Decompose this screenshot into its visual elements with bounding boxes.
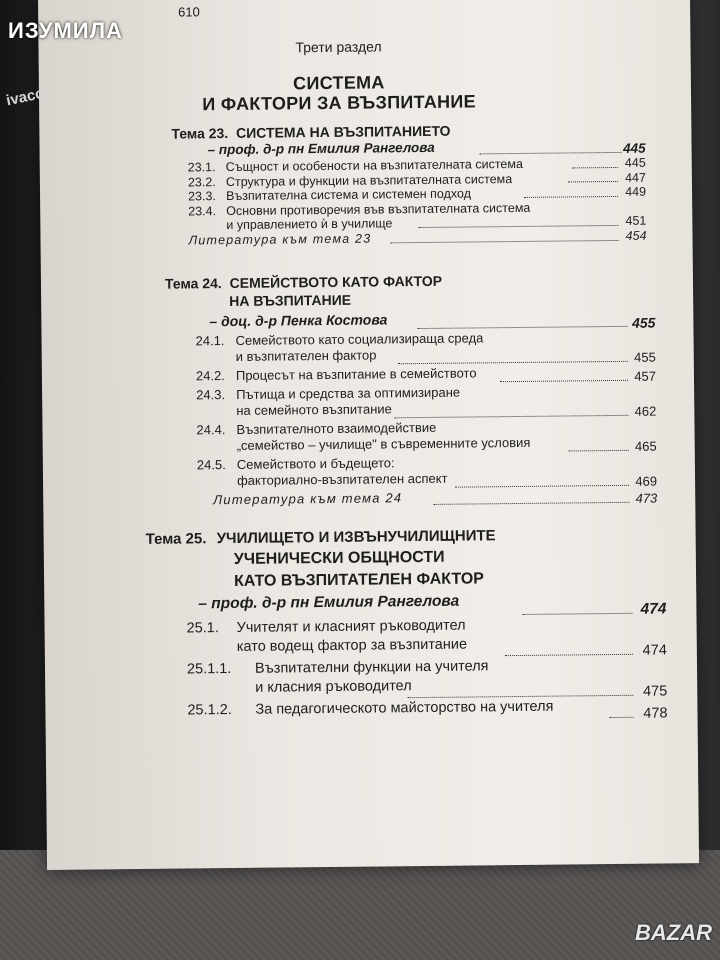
page-ref: 469 xyxy=(635,473,658,489)
item-number: 25.1. xyxy=(186,620,219,637)
item-title: и управлението ѝ в училище xyxy=(226,216,393,233)
page-ref: 449 xyxy=(625,184,647,199)
page-number: 610 xyxy=(178,4,200,20)
toc-topic-25 xyxy=(146,527,668,725)
title-line: СИСТЕМА xyxy=(292,72,385,94)
page-ref: 473 xyxy=(635,490,658,506)
topic-title: КАТО ВЪЗПИТАТЕЛЕН ФАКТОР xyxy=(234,570,485,590)
page-ref: 455 xyxy=(633,349,656,365)
page-ref: 447 xyxy=(624,170,646,185)
item-title: на семейното възпитание xyxy=(236,401,392,418)
item-number: 23.1. xyxy=(187,160,216,175)
page-ref: 455 xyxy=(631,314,656,331)
toc-topic-24 xyxy=(165,272,657,511)
toc-item xyxy=(147,698,667,725)
topic-title: СИСТЕМА НА ВЪЗПИТАНИЕТО xyxy=(235,122,451,141)
page-ref: 474 xyxy=(640,599,667,618)
item-title: Структура и функции на възпитателната система xyxy=(225,171,513,189)
bazar-logo: BAZAR xyxy=(635,920,712,945)
item-title: За педагогическото майсторство на учителя xyxy=(255,698,554,718)
item-title: факториално-възпитателен аспект xyxy=(236,470,448,488)
item-title: „семейство – училище" в съвременните условия xyxy=(236,434,531,453)
item-title: Възпитателното взаимодействие xyxy=(236,419,437,437)
book-page xyxy=(38,0,699,870)
toc-literature xyxy=(167,489,657,511)
item-title: като водещ фактор за възпитание xyxy=(236,636,468,655)
item-title: Пътища и средства за оптимизиране xyxy=(236,384,461,402)
item-number: 24.2. xyxy=(195,368,225,384)
background-brand-text: ivacor xyxy=(4,83,52,110)
item-title: Същност и особености на възпитателната система xyxy=(225,156,523,175)
topic-title: НА ВЪЗПИТАНИЕ xyxy=(229,291,352,310)
author-name: – проф. д-р пн Емилия Рангелова xyxy=(207,139,435,158)
item-number: 23.2. xyxy=(187,174,216,189)
topic-title: СЕМЕЙСТВОТО КАТО ФАКТОР xyxy=(229,272,443,292)
topic-number: Тема 23. xyxy=(171,125,229,142)
author-name: – доц. д-р Пенка Костова xyxy=(209,311,388,330)
title-line: И ФАКТОРИ ЗА ВЪЗПИТАНИЕ xyxy=(202,91,477,115)
item-number: 24.4. xyxy=(196,422,226,438)
page-ref: 474 xyxy=(642,641,667,659)
item-title: и възпитателен фактор xyxy=(235,347,377,364)
author-name: – проф. д-р пн Емилия Рангелова xyxy=(198,592,460,613)
literature-label: Литература към тема 23 xyxy=(188,231,372,247)
item-title: Основни противоречия във възпитателната система xyxy=(226,200,531,218)
page-ref: 451 xyxy=(625,213,647,228)
item-title: Процесът на възпитание в семейството xyxy=(235,365,477,383)
item-number: 24.1. xyxy=(195,333,225,349)
item-title: Семейството и бъдещето: xyxy=(236,455,395,472)
item-title: Учителят и класният ръководител xyxy=(236,617,466,636)
item-number: 25.1.2. xyxy=(187,702,232,719)
item-title: и класния ръководител xyxy=(255,678,412,696)
page-ref: 445 xyxy=(624,155,646,170)
item-number: 23.4. xyxy=(188,203,217,218)
page-ref: 457 xyxy=(634,368,657,384)
page-ref: 454 xyxy=(625,228,647,243)
item-number: 25.1.1. xyxy=(186,661,232,678)
page-ref: 462 xyxy=(634,403,657,419)
item-number: 23.3. xyxy=(187,189,216,204)
watermark-label: ИЗУМИЛА xyxy=(8,18,123,43)
topic-title: УЧИЛИЩЕТО И ИЗВЪНУЧИЛИЩНИТЕ xyxy=(216,527,496,548)
item-title: Възпитателна система и системен подход xyxy=(225,186,472,204)
item-title: Възпитателни функции на учителя xyxy=(254,658,489,677)
page-ref: 465 xyxy=(634,438,657,454)
page-ref: 445 xyxy=(622,140,646,156)
item-title: Семейството като социализираща среда xyxy=(235,330,484,348)
toc-topic-23 xyxy=(171,122,646,248)
topic-number: Тема 25. xyxy=(145,530,207,548)
topic-number: Тема 24. xyxy=(164,275,222,292)
item-number: 24.5. xyxy=(196,457,226,473)
page-ref: 475 xyxy=(642,682,668,700)
topic-title: УЧЕНИЧЕСКИ ОБЩНОСТИ xyxy=(233,548,445,568)
section-label: Трети раздел xyxy=(295,38,382,56)
item-number: 24.3. xyxy=(196,387,226,403)
literature-label: Литература към тема 24 xyxy=(213,490,403,508)
page-title xyxy=(39,70,639,116)
page-ref: 478 xyxy=(643,704,668,722)
